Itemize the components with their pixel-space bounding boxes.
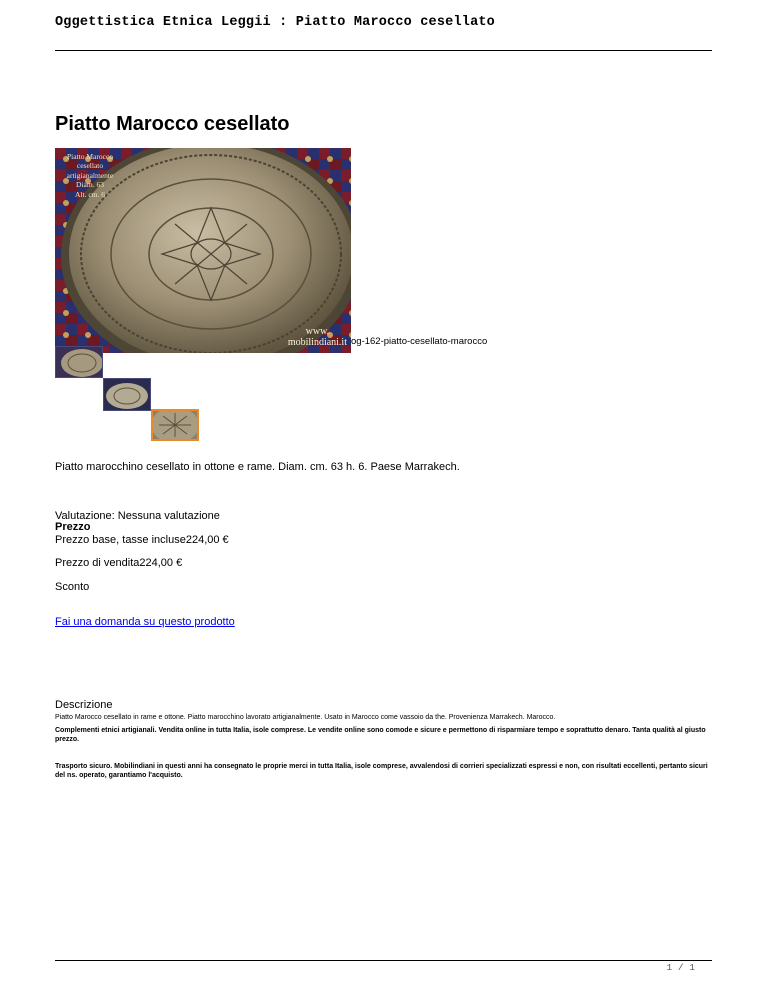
image-caption-line: artigianalmente (66, 170, 114, 180)
description-text: Piatto Marocco cesellato in rame e ottone. Piatto marocchino lavorato artigianalmente. Usato in Marocco come vassoio da the. Provenienza Marrakech. Marocco. (55, 714, 556, 721)
image-caption (59, 152, 121, 199)
thumbnail-image (153, 411, 197, 439)
image-alt-text: og-162-piatto-cesellato-marocco (351, 336, 488, 347)
rating-text: Valutazione: Nessuna valutazione (55, 510, 220, 522)
ask-question-link[interactable]: Fai una domanda su questo prodotto (55, 616, 235, 628)
watermark-line: www. (305, 326, 330, 337)
short-description: Piatto marocchino cesellato in ottone e rame. Diam. cm. 63 h. 6. Paese Marrakech. (55, 461, 460, 473)
watermark-line: mobilindiani.it (287, 337, 347, 348)
discount-label: Sconto (55, 581, 90, 593)
product-thumbnail-2[interactable] (103, 378, 151, 411)
price-heading: Prezzo (55, 521, 91, 533)
footer-divider (55, 960, 712, 961)
product-main-image[interactable] (55, 148, 351, 353)
thumbnail-image (104, 379, 150, 410)
description-heading: Descrizione (55, 699, 113, 711)
base-price: Prezzo base, tasse incluse224,00 € (55, 534, 229, 546)
header-divider (55, 50, 712, 51)
product-thumbnail-1[interactable] (55, 346, 103, 378)
shipping-text: Trasporto sicuro. Mobilindiani in questi anni ha consegnato le proprie merci in tutta Italia, isole comprese, avvalendosi di corrieri specializzati espressi e non, con risultati eccellenti, pertanto sicuri del ns. operato, garantiamo l'acquisto. (55, 763, 708, 779)
page-title: Piatto Marocco cesellato (55, 113, 290, 135)
image-watermark (288, 326, 347, 348)
header-title: Oggettistica Etnica Leggii : Piatto Marocco cesellato (55, 15, 495, 30)
image-caption-line: Diam. 63 (76, 180, 104, 190)
image-caption-line: Piatto Marocco (66, 152, 114, 161)
product-thumbnail-3[interactable] (151, 409, 199, 441)
thumbnail-image (56, 347, 102, 377)
page-number: 1 / 1 (666, 962, 695, 973)
description-bold-text: Complementi etnici artigianali. Vendita online in tutta Italia, isole comprese. Le vendite online sono comode e sicure e permettono di risparmiare tempo e soprattutto denaro. Tanta qualità al giusto prezzo. (55, 727, 706, 743)
image-caption-line: Alt. cm. 6 (75, 189, 105, 199)
sale-price: Prezzo di vendita224,00 € (55, 557, 183, 569)
image-caption-line: cesellato (76, 161, 104, 171)
